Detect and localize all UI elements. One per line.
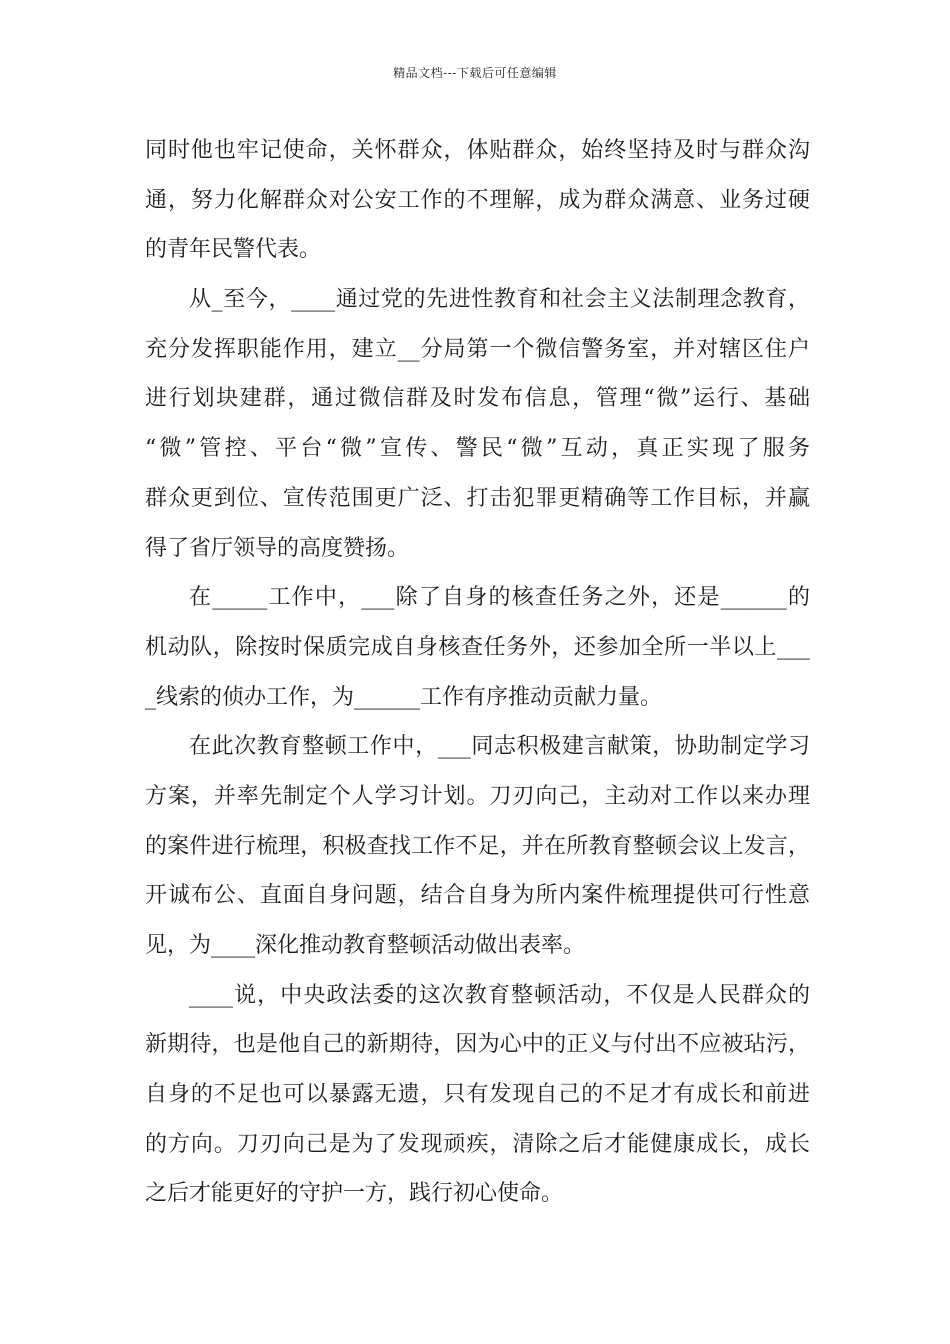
paragraph-1 [145,126,810,275]
text-line: 进行划块建群，通过微信群及时发布信息，管理“微”运行、基础 [145,386,810,412]
text-line: 的方向。刀刃向己是为了发现顽疾，清除之后才能健康成长，成长 [145,1131,810,1157]
paragraph-3 [145,573,810,722]
text-line: 从_至今，____通过党的先进性教育和社会主义法制理念教育， [189,287,810,313]
text-line: “微”管控、平台“微”宣传、警民“微”互动，真正实现了服务 [145,436,810,462]
paragraph-2 [145,275,810,573]
text-line: 群众更到位、宣传范围更广泛、打击犯罪更精确等工作目标，并赢 [145,485,810,511]
page-header: 精品文档---下载后可任意编辑 [393,66,557,80]
text-line: ____说，中央政法委的这次教育整顿活动，不仅是人民群众的 [189,982,810,1008]
text-line: 自身的不足也可以暴露无遗，只有发现自己的不足才有成长和前进 [145,1082,810,1108]
document-body [145,126,810,1219]
text-line: 在_____工作中，___除了自身的核查任务之外，还是______的 [189,585,810,611]
text-line: 充分发挥职能作用，建立__分局第一个微信警务室，并对辖区住户 [145,336,810,362]
text-line: 得了省厅领导的高度赞扬。 [145,535,410,561]
text-line: 机动队，除按时保质完成自身核查任务外，还参加全所一半以上___ [145,634,810,660]
text-line: 新期待，也是他自己的新期待，因为心中的正义与付出不应被玷污， [145,1032,810,1058]
text-line: 方案，并率先制定个人学习计划。刀刃向己，主动对工作以来办理 [145,783,810,809]
paragraph-5 [145,971,810,1219]
text-line: 开诚布公、直面自身问题，结合自身为所内案件梳理提供可行性意 [145,883,810,909]
text-line: 同时他也牢记使命，关怀群众，体贴群众，始终坚持及时与群众沟 [145,138,810,163]
text-line: _线索的侦办工作，为______工作有序推动贡献力量。 [145,684,663,710]
text-line: 之后才能更好的守护一方，践行初心使命。 [145,1181,564,1207]
paragraph-4 [145,722,810,970]
text-line: 见，为____深化推动教育整顿活动做出表率。 [145,933,586,958]
text-line: 的青年民警代表。 [145,237,322,263]
text-line: 的案件进行梳理，积极查找工作不足，并在所教育整顿会议上发言， [145,833,810,859]
text-line: 在此次教育整顿工作中，___同志积极建言献策，协助制定学习 [189,734,810,760]
text-line: 通，努力化解群众对公安工作的不理解，成为群众满意、业务过硬 [145,187,810,213]
